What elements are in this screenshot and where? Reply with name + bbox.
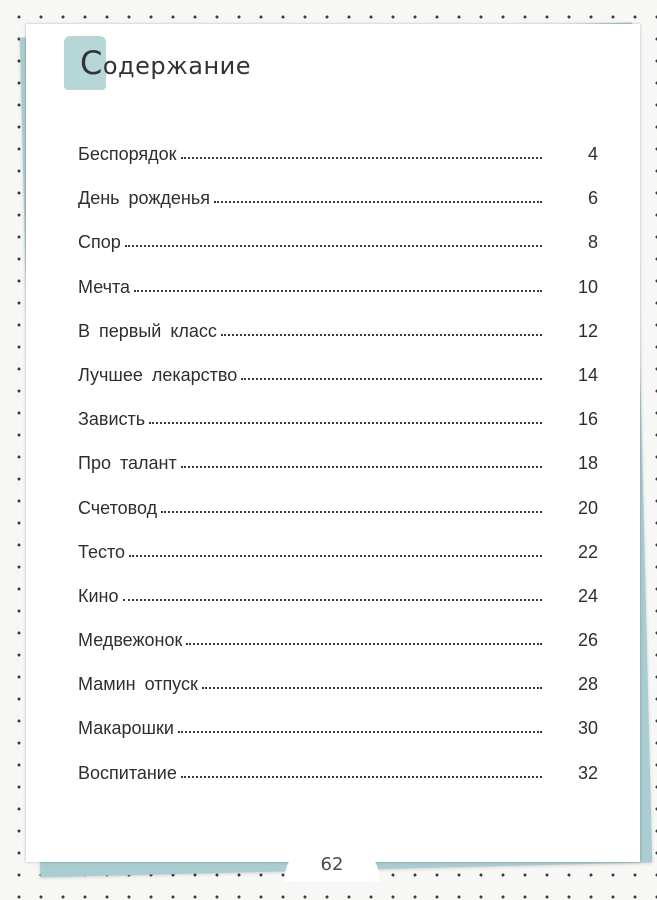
toc-entry-title: Тесто [78, 541, 126, 562]
toc-entry-page: 12 [577, 320, 598, 341]
toc-entry[interactable] [78, 586, 598, 630]
dot-leader [186, 643, 542, 645]
title-rest: одержание [102, 52, 252, 80]
toc-entry-title: Лучшее лекарство [78, 364, 238, 385]
toc-entry-title: Про талант [78, 453, 177, 474]
toc-entry-title: Воспитание [78, 762, 177, 783]
toc-entry[interactable] [78, 674, 598, 718]
dot-leader [178, 731, 542, 733]
toc-entry-page: 10 [577, 276, 598, 297]
dot-leader [123, 599, 543, 601]
title-first-letter: С [80, 44, 103, 82]
toc-entry[interactable] [78, 232, 598, 276]
toc-entry-title: В первый класс [78, 320, 217, 341]
toc-entry-page: 16 [577, 409, 598, 430]
dot-leader [134, 290, 542, 292]
toc-entry-title: Мечта [78, 276, 131, 297]
toc-entry-page: 28 [577, 674, 598, 695]
toc-entry[interactable] [78, 277, 598, 321]
toc-entry[interactable] [78, 188, 598, 232]
toc-entry-page: 24 [577, 585, 598, 606]
toc-entry-title: Беспорядок [78, 144, 177, 164]
toc-entry[interactable] [78, 718, 598, 762]
toc-entry-title: Мамин отпуск [78, 674, 198, 695]
toc-entry[interactable] [78, 542, 598, 586]
dot-leader [221, 334, 542, 336]
dot-leader [181, 776, 542, 778]
toc-entry-page: 32 [577, 762, 598, 783]
dot-leader [181, 466, 542, 468]
toc-entry-title: Кино [78, 585, 119, 606]
dot-leader [129, 555, 542, 557]
toc-entry[interactable] [78, 365, 598, 409]
toc-entry[interactable] [78, 498, 598, 542]
toc-entry[interactable] [78, 409, 598, 453]
dot-leader [161, 511, 542, 513]
dot-leader [241, 378, 542, 380]
page-number: 62 [320, 854, 344, 875]
toc-entry[interactable] [78, 321, 598, 365]
table-of-contents [78, 144, 598, 807]
toc-entry-page: 20 [577, 497, 598, 518]
toc-entry-page: 30 [577, 718, 598, 739]
toc-entry-title: Спор [78, 232, 121, 253]
toc-entry[interactable] [78, 630, 598, 674]
dot-leader [202, 687, 542, 689]
toc-entry[interactable] [78, 144, 598, 188]
toc-entry-title: День рожденья [78, 188, 210, 209]
toc-entry-page: 14 [577, 364, 598, 385]
toc-entry[interactable] [78, 763, 598, 807]
toc-entry-page: 26 [577, 630, 598, 651]
toc-entry-title: Зависть [78, 409, 146, 430]
dot-leader [214, 201, 542, 203]
toc-entry-page: 6 [587, 188, 598, 209]
dot-leader [181, 157, 542, 159]
dot-leader [149, 422, 542, 424]
toc-entry-page: 8 [587, 232, 598, 253]
page-title [80, 44, 251, 82]
toc-entry-page: 4 [587, 144, 598, 164]
dot-leader [125, 245, 542, 247]
toc-entry-title: Медвежонок [78, 630, 183, 651]
toc-entry[interactable] [78, 453, 598, 497]
toc-entry-title: Счетовод [78, 497, 158, 518]
toc-entry-page: 22 [577, 541, 598, 562]
toc-entry-title: Макарошки [78, 718, 174, 739]
toc-entry-page: 18 [577, 453, 598, 474]
